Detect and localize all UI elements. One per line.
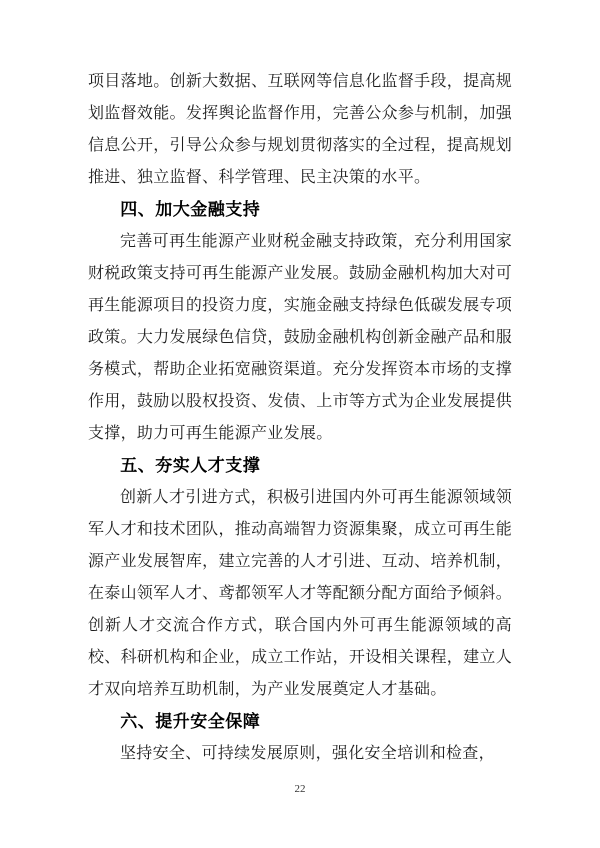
section-heading: 四、加大金融支持 (120, 200, 261, 219)
section-heading: 六、提升安全保障 (120, 712, 261, 731)
body-paragraph: 项目落地。创新大数据、互联网等信息化监督手段，提高规划监督效能。发挥舆论监督作用，完善公众参与机制，加强信息公开，引导公众参与规划贯彻落实的全过程，提高规划推进、独立监督、科学管理、民主决策的水平。 (88, 73, 512, 186)
document-body (88, 66, 512, 770)
page-number: 22 (294, 783, 306, 795)
body-paragraph: 坚持安全、可持续发展原则，强化安全培训和检查， (120, 745, 495, 762)
section-heading: 五、夯实人才支撑 (120, 456, 261, 475)
body-paragraph: 创新人才引进方式，积极引进国内外可再生能源领域领军人才和技术团队，推动高端智力资源集聚，成立可再生能源产业发展智库，建立完善的人才引进、互动、培养机制，在泰山领军人才、鸢都领军人才等配额分配方面给予倾斜。创新人才交流合作方式，联合国内外可再生能源领域的高校、科研机构和企业，成立工作站，开设相关课程，建立人才双向培养互助机制，为产业发展奠定人才基础。 (88, 489, 512, 698)
page-footer (0, 779, 600, 797)
body-paragraph: 完善可再生能源产业财税金融支持政策，充分利用国家财税政策支持可再生能源产业发展。鼓励金融机构加大对可再生能源项目的投资力度，实施金融支持绿色低碳发展专项政策。大力发展绿色信贷，鼓励金融机构创新金融产品和服务模式，帮助企业拓宽融资渠道。充分发挥资本市场的支撑作用，鼓励以股权投资、发债、上市等方式为企业发展提供支撑，助力可再生能源产业发展。 (88, 233, 512, 442)
